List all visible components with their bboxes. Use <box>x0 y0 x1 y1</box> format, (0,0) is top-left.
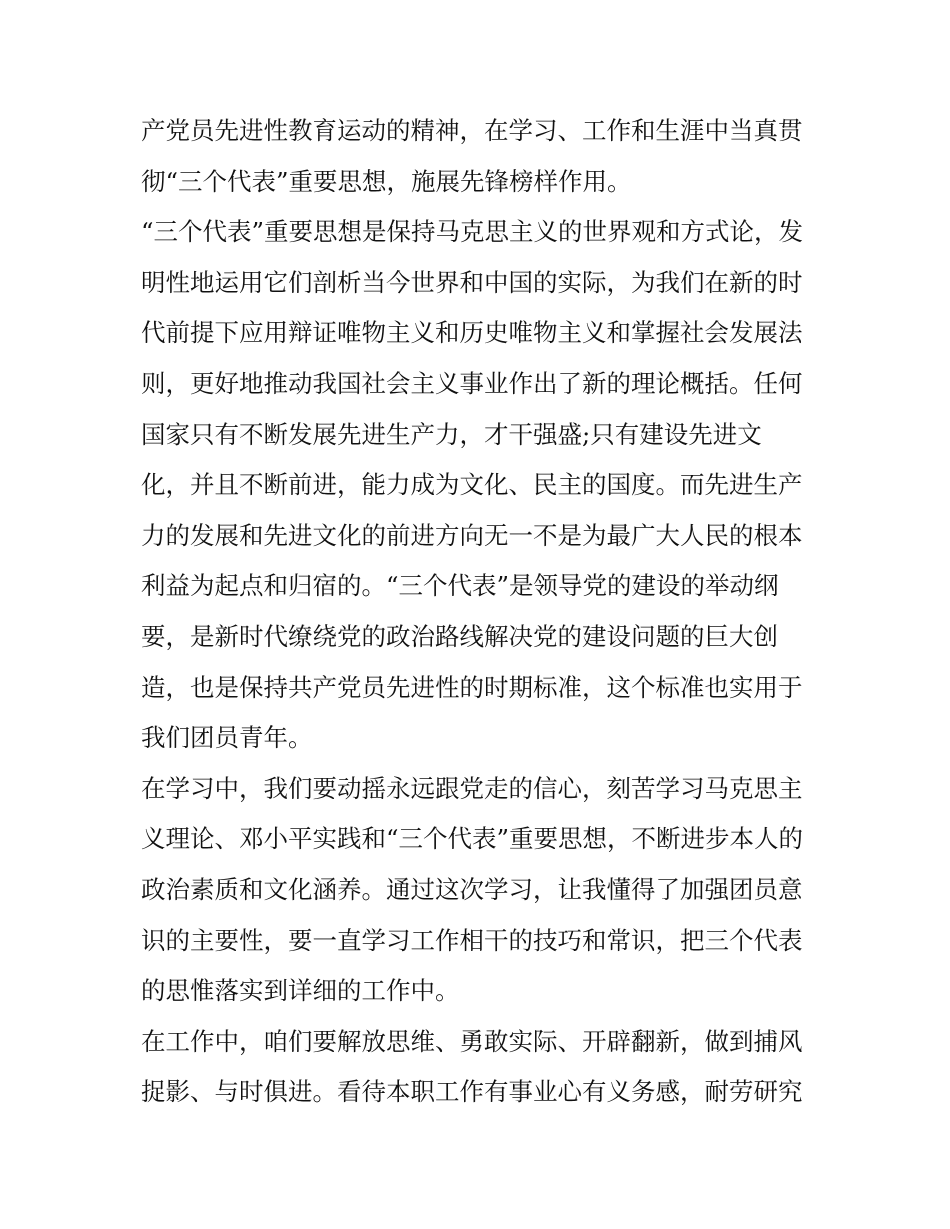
text-line: 政治素质和文化涵养。通过这次学习，让我懂得了加强团员意 <box>141 874 803 904</box>
text-line: 力的发展和先进文化的前进方向无一不是为最广大人民的根本 <box>141 520 803 550</box>
text-line: 我们团员青年。 <box>141 723 313 753</box>
text-line: 产党员先进性教育运动的精神，在学习、工作和生涯中当真贯 <box>141 116 803 145</box>
text-line: 要，是新时代缭绕党的政治路线解决党的建设问题的巨大创 <box>141 621 778 651</box>
text-line: 造，也是保持共产党员先进性的时期标准，这个标准也实用于 <box>141 672 803 702</box>
text-line: “三个代表”重要思想是保持马克思主义的世界观和方式论，发 <box>141 217 804 247</box>
text-line: 捉影、与时俱进。看待本职工作有事业心有义务感，耐劳研究 <box>141 1077 803 1107</box>
text-line: 在工作中，咱们要解放思维、勇敢实际、开辟翻新，做到捕风 <box>141 1026 803 1056</box>
text-line: 识的主要性，要一直学习工作相干的技巧和常识，把三个代表 <box>141 925 803 955</box>
text-line: 化，并且不断前进，能力成为文化、民主的国度。而先进生产 <box>141 470 803 500</box>
text-line: 利益为起点和归宿的。“三个代表”是领导党的建设的举动纲 <box>141 571 779 601</box>
document-body <box>141 106 821 1118</box>
text-line: 义理论、邓小平实践和“三个代表”重要思想，不断进步本人的 <box>141 824 804 854</box>
text-line: 则，更好地推动我国社会主义事业作出了新的理论概括。任何 <box>141 368 803 398</box>
text-line: 国家只有不断发展先进生产力，才干强盛;只有建设先进文 <box>141 419 762 449</box>
text-line: 代前提下应用辩证唯物主义和历史唯物主义和掌握社会发展法 <box>141 318 803 348</box>
text-line: 在学习中，我们要动摇永远跟党走的信心，刻苦学习马克思主 <box>141 773 803 803</box>
text-line: 的思惟落实到详细的工作中。 <box>141 976 460 1006</box>
text-line: 明性地运用它们剖析当今世界和中国的实际，为我们在新的时 <box>141 267 803 297</box>
text-line: 彻“三个代表”重要思想，施展先锋榜样作用。 <box>141 166 632 196</box>
